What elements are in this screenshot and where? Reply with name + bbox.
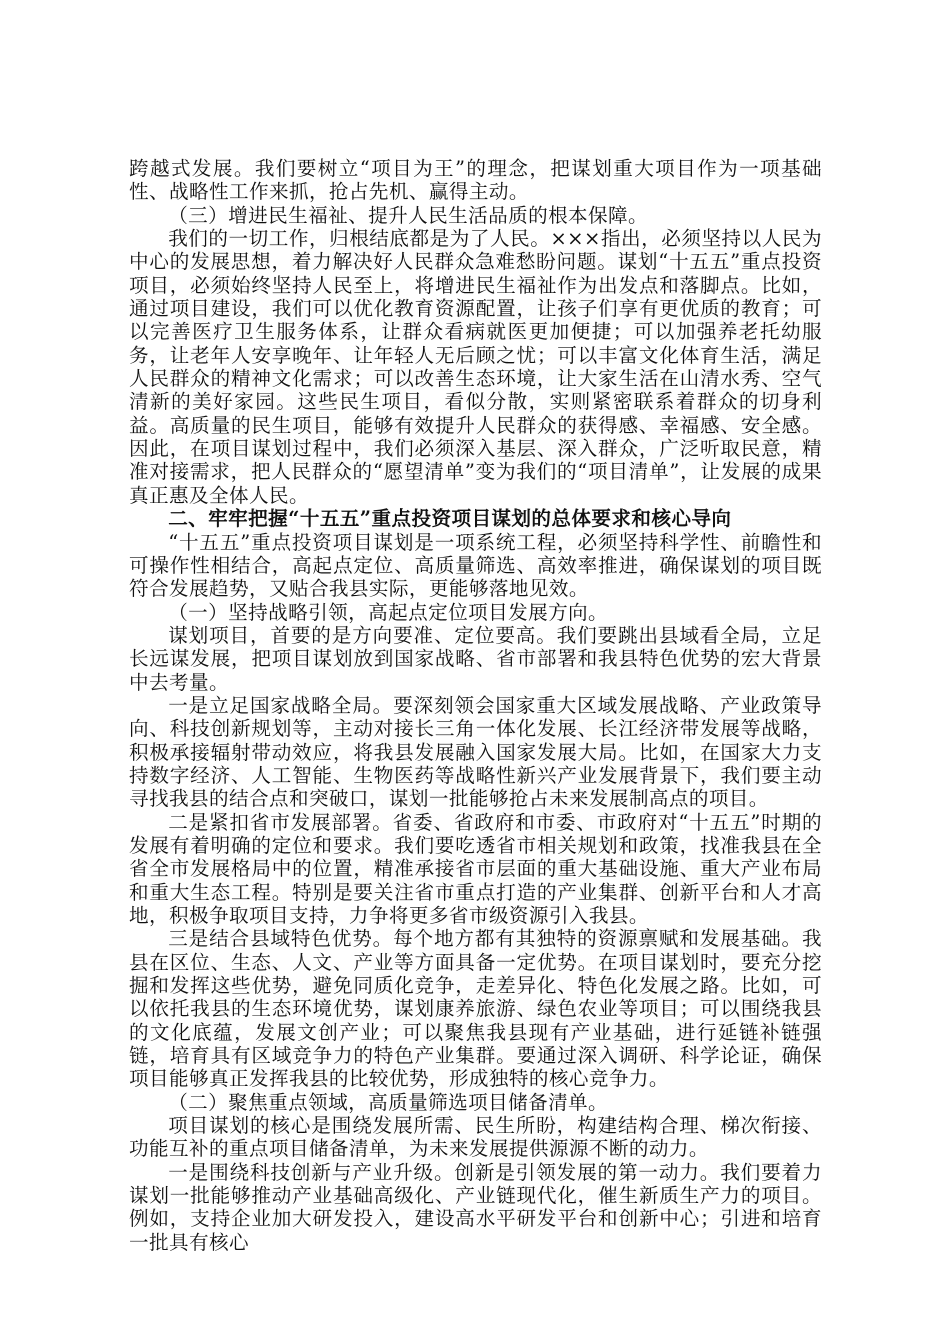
paragraph-national-strategy: 一是立足国家战略全局。要深刻领会国家重大区域发展战略、产业政策导向、科技创新规划等，主动对接长三角一体化发展、长江经济带发展等战略，积极承接辐射带动效应，将我县发展融入国家发展大局。比如，在国家大力支持数字经济、人工智能、生物医药等战略性新兴产业发展背景下，我们要主动寻找我县的结合点和突破口，谋划一批能够抢占未来发展制高点的项目。 — [129, 693, 822, 811]
paragraph-system-engineering: “十五五”重点投资项目谋划是一项系统工程，必须坚持科学性、前瞻性和可操作性相结合，高起点定位、高质量筛选、高效率推进，确保谋划的项目既符合发展趋势，又贴合我县实际，更能够落地见效。 — [129, 530, 822, 601]
paragraph-provincial-deployment: 二是紧扣省市发展部署。省委、省政府和市委、市政府对“十五五”时期的发展有着明确的定位和要求。我们要吃透省市相关规划和政策，找准我县在全省全市发展格局中的位置，精准承接省市层面的重大基础设施、重大产业布局和重大生态工程。特别是要关注省市重点打造的产业集群、创新平台和人才高地，积极争取项目支持，力争将更多省市级资源引入我县。 — [129, 810, 822, 927]
paragraph-innovation: 一是围绕科技创新与产业升级。创新是引领发展的第一动力。我们要着力谋划一批能够推动产业基础高级化、产业链现代化，催生新质生产力的项目。例如，支持企业加大研发投入，建设高水平研发平台和创新中心；引进和培育一批具有核心 — [129, 1160, 822, 1254]
paragraph-project-core: 项目谋划的核心是围绕发展所需、民生所盼，构建结构合理、梯次衔接、功能互补的重点项目储备清单，为未来发展提供源源不断的动力。 — [129, 1114, 822, 1161]
paragraph-livelihood: 我们的一切工作，归根结底都是为了人民。×××指出，必须坚持以人民为中心的发展思想，着力解决好人民群众急难愁盼问题。谋划“十五五”重点投资项目，必须始终坚持人民至上，将增进民生福祉作为出发点和落脚点。比如，通过项目建设，我们可以优化教育资源配置，让孩子们享有更优质的教育；可以完善医疗卫生服务体系，让群众看病就医更加便捷；可以加强养老托幼服务，让老年人安享晚年、让年轻人无后顾之忧；可以丰富文化体育生活，满足人民群众的精神文化需求；可以改善生态环境，让大家生活在山清水秀、空气清新的美好家园。这些民生项目，看似分散，实则紧密联系着群众的切身利益。高质量的民生项目，能够有效提升人民群众的获得感、幸福感、安全感。因此，在项目谋划过程中，我们必须深入基层、深入群众，广泛听取民意，精准对接需求，把人民群众的“愿望清单”变为我们的“项目清单”，让发展的成果真正惠及全体人民。 — [129, 227, 822, 507]
section-heading-2: 二、牢牢把握“十五五”重点投资项目谋划的总体要求和核心导向 — [168, 507, 732, 531]
document-page — [129, 157, 822, 1254]
paragraph-continuation: 跨越式发展。我们要树立“项目为王”的理念，把谋划重大项目作为一项基础性、战略性工作来抓，抢占先机、赢得主动。 — [129, 157, 822, 204]
subheading-1: （一）坚持战略引领，高起点定位项目发展方向。 — [168, 600, 609, 624]
paragraph-direction: 谋划项目，首要的是方向要准、定位要高。我们要跳出县域看全局，立足长远谋发展，把项目谋划放到国家战略、省市部署和我县特色优势的宏大背景中去考量。 — [129, 623, 822, 694]
paragraph-county-advantages: 三是结合县域特色优势。每个地方都有其独特的资源禀赋和发展基础。我县在区位、生态、人文、产业等方面具备一定优势。在项目谋划时，要充分挖掘和发挥这些优势，避免同质化竞争，走差异化、特色化发展之路。比如，可以依托我县的生态环境优势，谋划康养旅游、绿色农业等项目；可以围绕我县的文化底蕴，发展文创产业；可以聚焦我县现有产业基础，进行延链补链强链，培育具有区域竞争力的特色产业集群。要通过深入调研、科学论证，确保项目能够真正发挥我县的比较优势，形成独特的核心竞争力。 — [129, 927, 822, 1091]
subheading-2: （二）聚焦重点领域，高质量筛选项目储备清单。 — [168, 1090, 609, 1114]
subheading-3: （三）增进民生福祉、提升人民生活品质的根本保障。 — [168, 203, 649, 227]
